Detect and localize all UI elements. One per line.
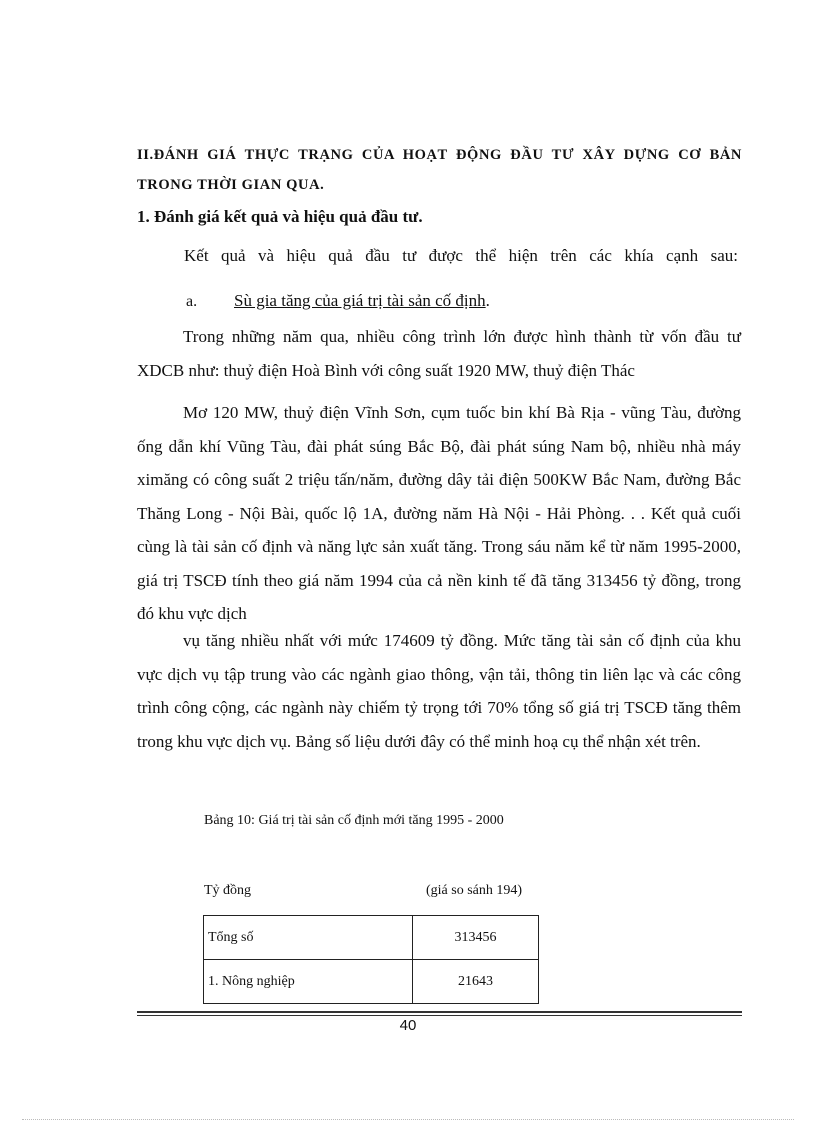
section-heading: II.ĐÁNH GIÁ THỰC TRẠNG CỦA HOẠT ĐỘNG ĐẦU TƯ XÂY DỰNG CƠ BẢN TRONG THỜI GIAN QUA. [137, 147, 742, 193]
table-cell-value: 21643 [413, 960, 539, 1004]
table-row [204, 960, 539, 1004]
footer-rule [137, 1011, 742, 1013]
paragraph-2: Mơ 120 MW, thuỷ điện Vĩnh Sơn, cụm tuốc bin khí Bà Rịa - vũng Tàu, đường ống dẫn khí Vũng Tàu, đài phát súng Bắc Bộ, đài phát súng Nam bộ, nhiều nhà máy ximăng có công suất 2 triệu tấn/năm, đường dây tải điện 500KW Bắc Nam, đường Bắc Thăng Long - Nội Bài, quốc lộ 1A, đường năm Hà Nội - Hải Phòng. . . Kết quả cuối cùng là tài sản cố định và năng lực sản xuất tăng. Trong sáu năm kể từ năm 1995-2000, giá trị TSCĐ tính theo giá năm 1994 của cả nền kinh tế đã tăng 313456 tỷ đồng, trong đó khu vực dịch [137, 403, 741, 623]
page-bottom-border [22, 1119, 794, 1120]
table-unit: Tỷ đồng [204, 883, 252, 898]
list-marker: a. [186, 293, 198, 310]
table-cell-label: 1. Nông nghiệp [204, 960, 413, 1004]
page-number: 40 [399, 1017, 417, 1034]
table-price-basis: (giá so sánh 194) [426, 883, 523, 898]
paragraph-1: Trong những năm qua, nhiều công trình lớn được hình thành từ vốn đầu tư XDCB như: thuỷ điện Hoà Bình với công suất 1920 MW, thuỷ điện Thác [137, 327, 741, 380]
list-item-tail: . [485, 291, 490, 310]
intro-sentence: Kết quả và hiệu quả đầu tư được thể hiện trên các khía cạnh sau: [184, 246, 738, 265]
table-caption: Bảng 10: Giá trị tài sản cố định mới tăng 1995 - 2000 [204, 813, 504, 828]
table-cell-label: Tổng số [204, 916, 413, 960]
paragraph-3: vụ tăng nhiều nhất với mức 174609 tỷ đồng. Mức tăng tài sản cố định của khu vực dịch vụ tập trung vào các ngành giao thông, vận tải, thông tin liên lạc và các công trình công cộng, các ngành này chiếm tỷ trọng tới 70% tổng số giá trị TSCĐ tăng thêm trong khu vực dịch vụ. Bảng số liệu dưới đây có thể minh hoạ cụ thể nhận xét trên. [137, 631, 741, 751]
table-cell-value: 313456 [413, 916, 539, 960]
list-item-title: Sù gia tăng của giá trị tài sản cố định [234, 291, 486, 310]
list-item-a [186, 287, 490, 316]
footer-rule-thin [137, 1015, 742, 1016]
table-row [204, 916, 539, 960]
data-table [203, 915, 539, 1004]
subsection-heading: 1. Đánh giá kết quả và hiệu quả đầu tư. [137, 207, 423, 226]
